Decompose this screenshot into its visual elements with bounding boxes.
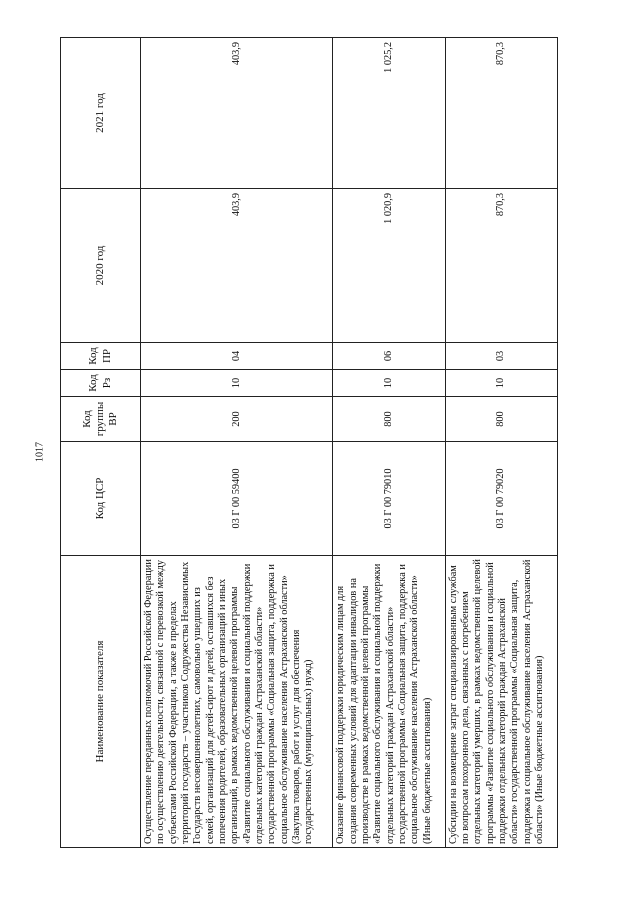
row-csr-code: 03 Г 00 59400 — [141, 442, 333, 556]
table-row — [445, 38, 557, 848]
row-pr-code: 03 — [445, 343, 557, 370]
row-csr-code: 03 Г 00 79020 — [445, 442, 557, 556]
row-csr-code: 03 Г 00 79010 — [333, 442, 445, 556]
budget-table — [60, 37, 558, 848]
table-header-row — [61, 38, 141, 848]
row-value-2021: 870,3 — [445, 38, 557, 189]
header-rz-code: Код Рз — [61, 370, 141, 397]
header-year-2021: 2021 год — [61, 38, 141, 189]
row-value-2020: 1 020,9 — [333, 189, 445, 343]
header-vr-code: Код группы ВР — [61, 397, 141, 442]
row-rz-code: 10 — [445, 370, 557, 397]
row-vr-code: 800 — [445, 397, 557, 442]
rotated-table-container — [60, 38, 558, 848]
row-name: Субсидии на возмещение затрат специализированным службам по вопросам похоронного дела, связанных с погребением отдельных категорий умерших, в рамках ведомственной целевой программы «Развитие социального обслуживания и социальной поддержки отдельных категорий граждан Астраханской области» государственной программы «Социальная защита, поддержка и социальное обслуживание населения Астраханской области» (Иные бюджетные ассигнования) — [445, 556, 557, 848]
row-value-2021: 1 025,2 — [333, 38, 445, 189]
row-value-2020: 403,9 — [141, 189, 333, 343]
table-row — [333, 38, 445, 848]
header-name: Наименование показателя — [61, 556, 141, 848]
table-row — [141, 38, 333, 848]
header-csr-code: Код ЦСР — [61, 442, 141, 556]
row-vr-code: 200 — [141, 397, 333, 442]
header-year-2020: 2020 год — [61, 189, 141, 343]
row-value-2021: 403,9 — [141, 38, 333, 189]
row-name: Оказание финансовой поддержки юридическим лицам для создания современных условий для адаптации инвалидов на производстве в рамках ведомственной целевой программы «Развитие социального обслуживания и социальной поддержки отдельных категорий граждан Астраханской области» государственной программы «Социальная защита, поддержка и социальное обслуживание населения Астраханской области» (Иные бюджетные ассигнования) — [333, 556, 445, 848]
row-pr-code: 04 — [141, 343, 333, 370]
header-pr-code: Код ПР — [61, 343, 141, 370]
row-vr-code: 800 — [333, 397, 445, 442]
row-rz-code: 10 — [141, 370, 333, 397]
row-rz-code: 10 — [333, 370, 445, 397]
row-value-2020: 870,3 — [445, 189, 557, 343]
page-number: 1017 — [34, 442, 46, 462]
row-pr-code: 06 — [333, 343, 445, 370]
row-name: Осуществление переданных полномочий Российской Федерации по осуществлению деятельности, связанной с перевозкой между субъектами Российской Федерации, а также в пределах территорий государств – участников Содружества Независимых Государств несовершеннолетних, самовольно ушедших из семей, организаций для детей-сирот и детей, оставшихся без попечения родителей, образовательных организаций и иных организаций, в рамках ведомственной целевой программы «Развитие социального обслуживания и социальной поддержки отдельных категорий граждан Астраханской области» государственной программы «Социальная защита, поддержка и социальное обслуживание населения Астраханской области» (Закупка товаров, работ и услуг для обеспечения государственных (муниципальных) нужд) — [141, 556, 333, 848]
